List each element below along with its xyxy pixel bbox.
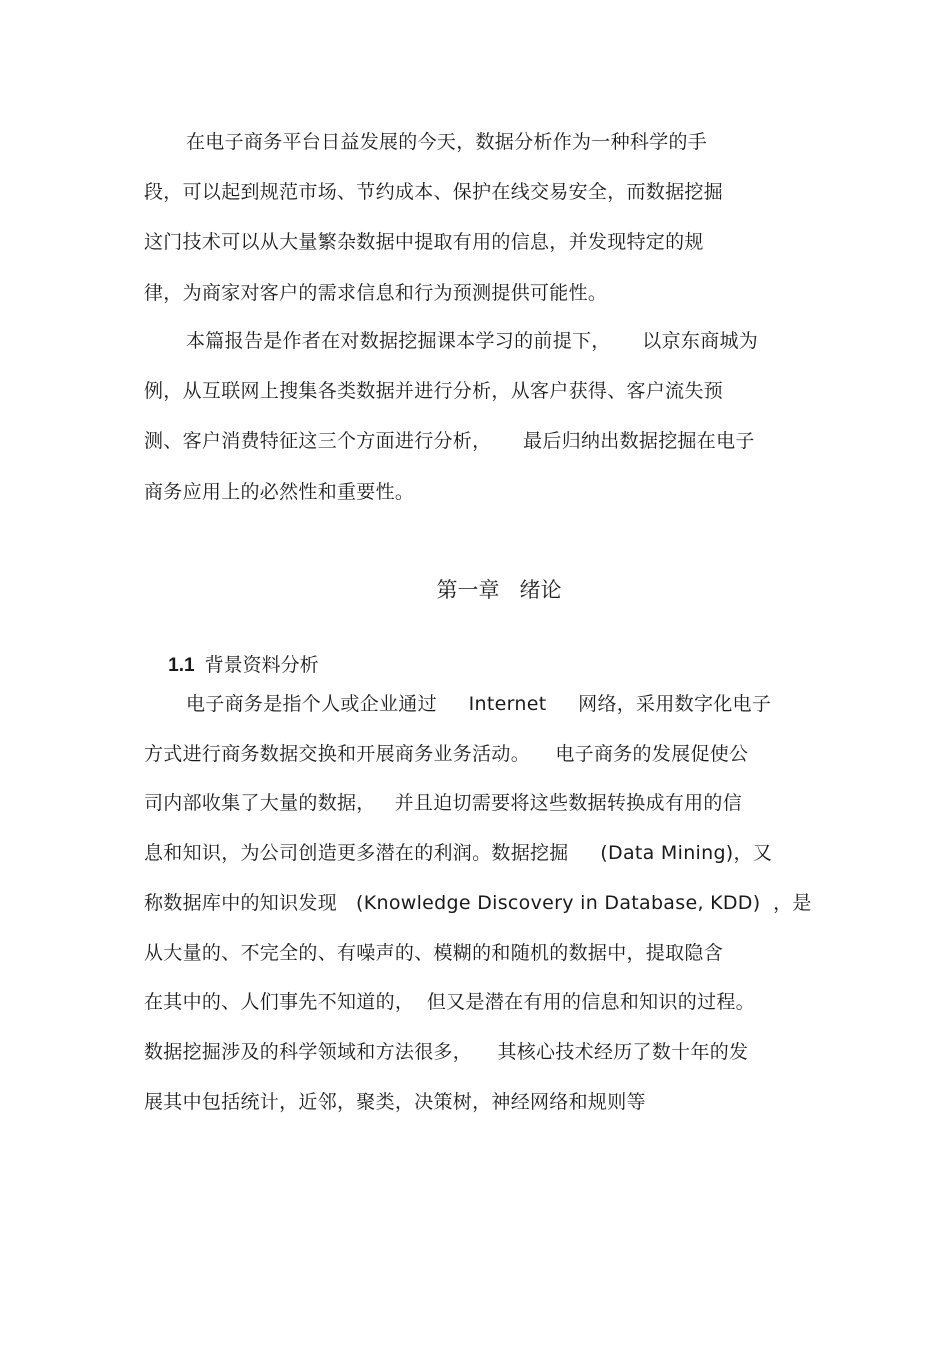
body-line-2: 方式进行商务数据交换和开展商务业务活动。 电子商务的发展促使公 [144, 743, 749, 765]
intro-paragraph-2-line-3: 测、客户消费特征这三个方面进行分析， 最后归纳出数据挖掘在电子 [144, 430, 755, 452]
body-line-7: 在其中的、人们事先不知道的， 但又是潜在有用的信息和知识的过程。 [144, 991, 755, 1013]
body-line-1: 电子商务是指个人或企业通过 Internet 网络，采用数字化电子 [186, 693, 772, 715]
intro-paragraph-1-line-2: 段，可以起到规范市场、节约成本、保护在线交易安全，而数据挖掘 [144, 181, 724, 203]
intro-paragraph-1-line-1: 在电子商务平台日益发展的今天，数据分析作为一种科学的手 [186, 131, 708, 153]
body-line-4: 息和知识，为公司创造更多潜在的利润。数据挖掘 (Data Mining)，又 [144, 842, 773, 864]
body-line-6: 从大量的、不完全的、有噪声的、模糊的和随机的数据中，提取隐含 [144, 942, 724, 964]
intro-paragraph-1-line-4: 律，为商家对客户的需求信息和行为预测提供可能性。 [144, 282, 608, 304]
body-line-9: 展其中包括统计，近邻，聚类，决策树，神经网络和规则等 [144, 1091, 646, 1113]
intro-paragraph-2-line-1: 本篇报告是作者在对数据挖掘课本学习的前提下， 以京东商城为 [186, 330, 759, 352]
intro-paragraph-2-line-4: 商务应用上的必然性和重要性。 [144, 481, 415, 503]
chapter-title: 第一章 绪论 [436, 578, 562, 602]
section-title: 背景资料分析 [204, 654, 319, 676]
intro-paragraph-1-line-3: 这门技术可以从大量繁杂数据中提取有用的信息，并发现特定的规 [144, 231, 704, 253]
intro-paragraph-2-line-2: 例，从互联网上搜集各类数据并进行分析，从客户获得、客户流失预 [144, 380, 724, 402]
body-line-3: 司内部收集了大量的数据， 并且迫切需要将这些数据转换成有用的信 [144, 792, 743, 814]
section-number: 1.1 [168, 655, 195, 676]
body-line-8: 数据挖掘涉及的科学领域和方法很多， 其核心技术经历了数十年的发 [144, 1041, 749, 1063]
body-line-5: 称数据库中的知识发现 (Knowledge Discovery in Database, KDD) ，是 [144, 892, 812, 914]
